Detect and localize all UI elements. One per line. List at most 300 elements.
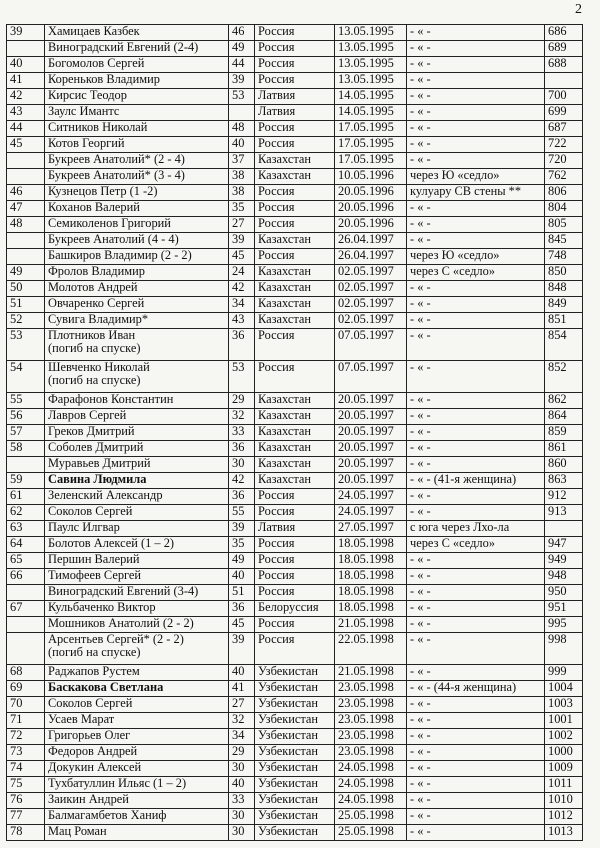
age-cell-text: 48 xyxy=(232,120,245,134)
summit-number-cell-text: 722 xyxy=(548,136,567,150)
age-cell xyxy=(229,777,255,793)
summit-number-cell-text: 859 xyxy=(548,424,567,438)
row-number-cell xyxy=(7,425,45,441)
climber-name-cell xyxy=(45,729,229,745)
row-number-cell-text: 70 xyxy=(10,696,23,710)
country-cell-text: Казахстан xyxy=(258,424,312,438)
age-cell xyxy=(229,25,255,41)
climber-name-cell-text: Паулс Илгвар xyxy=(48,520,120,534)
climber-name-cell-text: Соколов Сергей xyxy=(48,696,133,710)
country-cell xyxy=(255,425,335,441)
summit-number-cell-text: 1002 xyxy=(548,728,573,742)
age-cell-text: 29 xyxy=(232,392,245,406)
country-cell-text: Россия xyxy=(258,184,295,198)
summit-number-cell-text: 998 xyxy=(548,632,567,646)
route-cell-text: - « - xyxy=(410,200,431,214)
summit-number-cell xyxy=(545,41,583,57)
route-cell-text: - « - xyxy=(410,664,431,678)
age-cell-text: 32 xyxy=(232,712,245,726)
ascent-date-cell-text: 18.05.1998 xyxy=(338,584,394,598)
table-row xyxy=(7,121,583,137)
row-number-cell-text: 55 xyxy=(10,392,23,406)
route-cell-text: - « - xyxy=(410,312,431,326)
climber-name-cell-text: Богомолов Сергей xyxy=(48,56,145,70)
ascent-date-cell-text: 25.05.1998 xyxy=(338,808,394,822)
ascent-date-cell xyxy=(335,313,407,329)
country-cell-text: Узбекистан xyxy=(258,792,319,806)
climber-name-cell-text: Котов Георгий xyxy=(48,136,125,150)
ascent-date-cell xyxy=(335,265,407,281)
ascent-date-cell xyxy=(335,393,407,409)
route-cell xyxy=(407,233,545,249)
ascent-date-cell xyxy=(335,777,407,793)
age-cell xyxy=(229,473,255,489)
route-cell xyxy=(407,105,545,121)
row-number-cell-text: 62 xyxy=(10,504,23,518)
route-cell xyxy=(407,73,545,89)
age-cell-text: 36 xyxy=(232,600,245,614)
route-cell xyxy=(407,793,545,809)
route-cell-text: через Ю «седло» xyxy=(410,168,500,182)
table-row xyxy=(7,713,583,729)
summit-number-cell-text: 1010 xyxy=(548,792,573,806)
climber-name-cell-text: Плотников Иван xyxy=(48,328,136,342)
country-cell xyxy=(255,761,335,777)
summit-number-cell-text: 687 xyxy=(548,120,567,134)
climber-name-cell-text: Арсентьев Сергей* (2 - 2) xyxy=(48,632,184,646)
ascent-date-cell-text: 18.05.1998 xyxy=(338,552,394,566)
row-number-cell xyxy=(7,105,45,121)
climber-name-cell xyxy=(45,793,229,809)
country-cell xyxy=(255,569,335,585)
country-cell xyxy=(255,57,335,73)
climber-note-text: (погиб на спуске) xyxy=(48,645,141,659)
ascent-date-cell-text: 17.05.1995 xyxy=(338,120,394,134)
route-cell xyxy=(407,777,545,793)
ascent-date-cell-text: 26.04.1997 xyxy=(338,232,394,246)
route-cell xyxy=(407,697,545,713)
table-row xyxy=(7,169,583,185)
climber-name-cell xyxy=(45,281,229,297)
route-cell xyxy=(407,121,545,137)
ascent-date-cell xyxy=(335,745,407,761)
age-cell-text: 30 xyxy=(232,760,245,774)
age-cell-text: 30 xyxy=(232,456,245,470)
row-number-cell-text: 71 xyxy=(10,712,23,726)
table-row xyxy=(7,809,583,825)
country-cell-text: Россия xyxy=(258,616,295,630)
ascent-date-cell xyxy=(335,505,407,521)
row-number-cell-text: 78 xyxy=(10,824,23,838)
climber-name-cell xyxy=(45,777,229,793)
country-cell xyxy=(255,521,335,537)
country-cell xyxy=(255,185,335,201)
summit-number-cell xyxy=(545,457,583,473)
row-number-cell-text: 44 xyxy=(10,120,23,134)
route-cell xyxy=(407,169,545,185)
row-number-cell xyxy=(7,457,45,473)
route-cell xyxy=(407,201,545,217)
country-cell-text: Россия xyxy=(258,248,295,262)
country-cell-text: Латвия xyxy=(258,104,296,118)
route-cell-text: - « - xyxy=(410,552,431,566)
age-cell xyxy=(229,297,255,313)
age-cell xyxy=(229,185,255,201)
table-row xyxy=(7,825,583,841)
table-row xyxy=(7,393,583,409)
row-number-cell-text: 68 xyxy=(10,664,23,678)
summit-number-cell-text: 864 xyxy=(548,408,567,422)
country-cell-text: Россия xyxy=(258,56,295,70)
summit-number-cell xyxy=(545,713,583,729)
row-number-cell xyxy=(7,633,45,665)
country-cell-text: Россия xyxy=(258,24,295,38)
country-cell-text: Казахстан xyxy=(258,392,312,406)
row-number-cell-text: 39 xyxy=(10,24,23,38)
route-cell-text: - « - xyxy=(410,600,431,614)
summit-number-cell xyxy=(545,729,583,745)
summit-number-cell xyxy=(545,553,583,569)
ascent-date-cell xyxy=(335,233,407,249)
summit-number-cell-text: 851 xyxy=(548,312,567,326)
summit-number-cell xyxy=(545,249,583,265)
summit-number-cell-text: 863 xyxy=(548,472,567,486)
route-cell-text: - « - xyxy=(410,408,431,422)
climber-name-cell-text: Букреев Анатолий (4 - 4) xyxy=(48,232,179,246)
summit-number-cell xyxy=(545,777,583,793)
climber-name-cell xyxy=(45,153,229,169)
table-row xyxy=(7,793,583,809)
summit-number-cell-text: 850 xyxy=(548,264,567,278)
country-cell-text: Казахстан xyxy=(258,312,312,326)
ascent-date-cell xyxy=(335,249,407,265)
age-cell-text: 39 xyxy=(232,632,245,646)
table-row xyxy=(7,57,583,73)
country-cell xyxy=(255,665,335,681)
summit-number-cell xyxy=(545,89,583,105)
route-cell xyxy=(407,729,545,745)
summit-number-cell xyxy=(545,601,583,617)
age-cell xyxy=(229,713,255,729)
summit-number-cell-text: 688 xyxy=(548,56,567,70)
ascent-date-cell-text: 23.05.1998 xyxy=(338,680,394,694)
ascent-date-cell-text: 20.05.1996 xyxy=(338,200,394,214)
ascent-date-cell-text: 25.05.1998 xyxy=(338,824,394,838)
row-number-cell-text: 73 xyxy=(10,744,23,758)
country-cell xyxy=(255,233,335,249)
ascent-date-cell-text: 20.05.1996 xyxy=(338,216,394,230)
summit-number-cell-text: 762 xyxy=(548,168,567,182)
country-cell xyxy=(255,73,335,89)
route-cell-text: - « - xyxy=(410,328,431,342)
country-cell xyxy=(255,329,335,361)
climber-name-cell xyxy=(45,57,229,73)
age-cell xyxy=(229,553,255,569)
age-cell xyxy=(229,121,255,137)
country-cell-text: Узбекистан xyxy=(258,696,319,710)
ascent-date-cell xyxy=(335,793,407,809)
table-row xyxy=(7,137,583,153)
table-row xyxy=(7,521,583,537)
age-cell-text: 41 xyxy=(232,680,245,694)
route-cell xyxy=(407,25,545,41)
route-cell xyxy=(407,153,545,169)
row-number-cell xyxy=(7,25,45,41)
age-cell xyxy=(229,169,255,185)
ascent-date-cell-text: 02.05.1997 xyxy=(338,312,394,326)
summit-number-cell-text: 1009 xyxy=(548,760,573,774)
summit-number-cell-text: 1000 xyxy=(548,744,573,758)
route-cell-text: - « - xyxy=(410,456,431,470)
row-number-cell-text: 48 xyxy=(10,216,23,230)
age-cell xyxy=(229,569,255,585)
country-cell-text: Россия xyxy=(258,488,295,502)
summit-number-cell xyxy=(545,617,583,633)
age-cell xyxy=(229,697,255,713)
table-row xyxy=(7,585,583,601)
climber-name-cell xyxy=(45,169,229,185)
age-cell-text: 37 xyxy=(232,152,245,166)
table-row xyxy=(7,489,583,505)
row-number-cell-text: 46 xyxy=(10,184,23,198)
country-cell xyxy=(255,809,335,825)
ascent-date-cell xyxy=(335,489,407,505)
summit-number-cell-text: 805 xyxy=(548,216,567,230)
country-cell xyxy=(255,825,335,841)
route-cell-text: - « - xyxy=(410,616,431,630)
row-number-cell xyxy=(7,521,45,537)
country-cell xyxy=(255,489,335,505)
route-cell xyxy=(407,361,545,393)
climber-name-cell-text: Виноградский Евгений (3-4) xyxy=(48,584,199,598)
page-number: 2 xyxy=(575,2,582,17)
age-cell-text: 51 xyxy=(232,584,245,598)
country-cell xyxy=(255,553,335,569)
climber-name-cell-text: Савина Людмила xyxy=(48,472,147,486)
row-number-cell xyxy=(7,745,45,761)
row-number-cell xyxy=(7,169,45,185)
table-row xyxy=(7,633,583,665)
summit-number-cell xyxy=(545,281,583,297)
country-cell xyxy=(255,633,335,665)
climber-name-cell xyxy=(45,441,229,457)
age-cell-text: 53 xyxy=(232,360,245,374)
summit-number-cell-text: 849 xyxy=(548,296,567,310)
age-cell xyxy=(229,409,255,425)
row-number-cell xyxy=(7,777,45,793)
climber-name-cell xyxy=(45,713,229,729)
summit-number-cell-text: 912 xyxy=(548,488,567,502)
table-row xyxy=(7,281,583,297)
route-cell-text: - « - xyxy=(410,24,431,38)
ascent-date-cell xyxy=(335,409,407,425)
row-number-cell xyxy=(7,697,45,713)
route-cell xyxy=(407,601,545,617)
row-number-cell xyxy=(7,489,45,505)
country-cell-text: Россия xyxy=(258,536,295,550)
ascent-date-cell-text: 18.05.1998 xyxy=(338,568,394,582)
summit-number-cell xyxy=(545,537,583,553)
summit-number-cell-text: 949 xyxy=(548,552,567,566)
age-cell xyxy=(229,73,255,89)
route-cell xyxy=(407,809,545,825)
route-cell-text: через Ю «седло» xyxy=(410,248,500,262)
country-cell xyxy=(255,169,335,185)
country-cell xyxy=(255,121,335,137)
climber-name-cell xyxy=(45,265,229,281)
row-number-cell xyxy=(7,505,45,521)
route-cell xyxy=(407,41,545,57)
ascent-date-cell xyxy=(335,297,407,313)
row-number-cell xyxy=(7,297,45,313)
summit-number-cell xyxy=(545,569,583,585)
country-cell-text: Латвия xyxy=(258,520,296,534)
climber-name-cell-text: Балмагамбетов Ханиф xyxy=(48,808,167,822)
ascent-date-cell-text: 21.05.1998 xyxy=(338,616,394,630)
climber-name-cell-text: Докукин Алексей xyxy=(48,760,142,774)
row-number-cell xyxy=(7,713,45,729)
row-number-cell xyxy=(7,57,45,73)
summit-number-cell-text: 852 xyxy=(548,360,567,374)
summit-number-cell xyxy=(545,665,583,681)
route-cell-text: - « - xyxy=(410,392,431,406)
ascent-date-cell xyxy=(335,601,407,617)
climber-name-cell-text: Тухбатуллин Ильяс (1 – 2) xyxy=(48,776,187,790)
ascent-date-cell-text: 13.05.1995 xyxy=(338,72,394,86)
country-cell-text: Узбекистан xyxy=(258,776,319,790)
table-row xyxy=(7,553,583,569)
age-cell-text: 40 xyxy=(232,136,245,150)
country-cell-text: Россия xyxy=(258,504,295,518)
climber-name-cell xyxy=(45,361,229,393)
climber-name-cell-text: Фролов Владимир xyxy=(48,264,145,278)
age-cell xyxy=(229,441,255,457)
summit-number-cell xyxy=(545,217,583,233)
age-cell xyxy=(229,89,255,105)
row-number-cell xyxy=(7,409,45,425)
climber-name-cell-text: Соболев Дмитрий xyxy=(48,440,144,454)
row-number-cell xyxy=(7,393,45,409)
route-cell-text: - « - xyxy=(410,696,431,710)
country-cell-text: Казахстан xyxy=(258,232,312,246)
route-cell xyxy=(407,297,545,313)
climber-name-cell xyxy=(45,681,229,697)
country-cell xyxy=(255,361,335,393)
climber-name-cell-text: Мошников Анатолий (2 - 2) xyxy=(48,616,194,630)
age-cell-text: 45 xyxy=(232,616,245,630)
row-number-cell xyxy=(7,809,45,825)
climber-name-cell-text: Ситников Николай xyxy=(48,120,148,134)
climber-name-cell xyxy=(45,825,229,841)
summit-number-cell xyxy=(545,297,583,313)
table-row xyxy=(7,601,583,617)
country-cell xyxy=(255,697,335,713)
summit-number-cell-text: 748 xyxy=(548,248,567,262)
row-number-cell xyxy=(7,73,45,89)
country-cell-text: Россия xyxy=(258,120,295,134)
climber-note-text: (погиб на спуске) xyxy=(48,373,141,387)
country-cell xyxy=(255,409,335,425)
age-cell-text: 33 xyxy=(232,424,245,438)
ascent-date-cell xyxy=(335,41,407,57)
route-cell xyxy=(407,265,545,281)
ascent-roster-table xyxy=(6,24,583,841)
summit-number-cell xyxy=(545,585,583,601)
age-cell xyxy=(229,217,255,233)
route-cell-text: - « - xyxy=(410,808,431,822)
summit-number-cell xyxy=(545,441,583,457)
age-cell xyxy=(229,681,255,697)
ascent-date-cell-text: 02.05.1997 xyxy=(338,264,394,278)
row-number-cell xyxy=(7,361,45,393)
climber-name-cell xyxy=(45,73,229,89)
ascent-date-cell-text: 20.05.1997 xyxy=(338,472,394,486)
table-row xyxy=(7,89,583,105)
row-number-cell xyxy=(7,585,45,601)
row-number-cell xyxy=(7,601,45,617)
climber-name-cell-text: Букреев Анатолий* (3 - 4) xyxy=(48,168,185,182)
ascent-date-cell xyxy=(335,169,407,185)
route-cell-text: - « - xyxy=(410,424,431,438)
age-cell-text: 40 xyxy=(232,776,245,790)
country-cell-text: Казахстан xyxy=(258,408,312,422)
climber-name-cell xyxy=(45,665,229,681)
table-row xyxy=(7,73,583,89)
row-number-cell xyxy=(7,729,45,745)
table-row xyxy=(7,265,583,281)
route-cell xyxy=(407,489,545,505)
climber-name-cell xyxy=(45,41,229,57)
climber-name-cell-text: Виноградский Евгений (2-4) xyxy=(48,40,199,54)
climber-name-cell-text: Хамицаев Казбек xyxy=(48,24,140,38)
route-cell xyxy=(407,553,545,569)
row-number-cell-text: 69 xyxy=(10,680,23,694)
climber-name-cell xyxy=(45,201,229,217)
summit-number-cell xyxy=(545,57,583,73)
row-number-cell-text: 43 xyxy=(10,104,23,118)
route-cell-text: - « - xyxy=(410,584,431,598)
climber-name-cell xyxy=(45,537,229,553)
summit-number-cell xyxy=(545,137,583,153)
climber-name-cell-text: Мац Роман xyxy=(48,824,107,838)
country-cell-text: Узбекистан xyxy=(258,824,319,838)
ascent-date-cell xyxy=(335,425,407,441)
ascent-date-cell-text: 27.05.1997 xyxy=(338,520,394,534)
country-cell-text: Россия xyxy=(258,584,295,598)
row-number-cell xyxy=(7,761,45,777)
country-cell xyxy=(255,153,335,169)
table-row xyxy=(7,681,583,697)
route-cell-text: с юга через Лхо-ла xyxy=(410,520,510,534)
ascent-date-cell xyxy=(335,57,407,73)
climber-name-cell-text: Федоров Андрей xyxy=(48,744,138,758)
table-row xyxy=(7,329,583,361)
age-cell-text: 45 xyxy=(232,248,245,262)
ascent-date-cell-text: 20.05.1997 xyxy=(338,392,394,406)
ascent-date-cell-text: 13.05.1995 xyxy=(338,56,394,70)
country-cell xyxy=(255,281,335,297)
route-cell xyxy=(407,473,545,489)
route-cell-text: - « - xyxy=(410,152,431,166)
route-cell-text: через С «седло» xyxy=(410,536,495,550)
age-cell xyxy=(229,329,255,361)
age-cell xyxy=(229,249,255,265)
summit-number-cell xyxy=(545,233,583,249)
summit-number-cell xyxy=(545,25,583,41)
table-row xyxy=(7,153,583,169)
ascent-date-cell-text: 14.05.1995 xyxy=(338,104,394,118)
age-cell xyxy=(229,265,255,281)
